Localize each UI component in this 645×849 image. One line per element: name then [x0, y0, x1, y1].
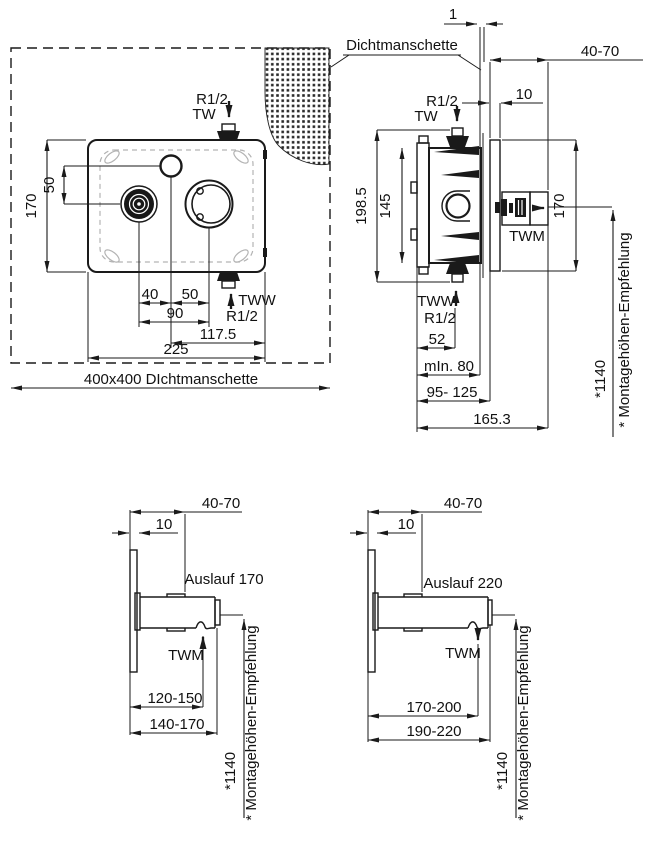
detail-auslauf-220 — [350, 495, 532, 821]
dim-90-label: 90 — [166, 305, 184, 322]
tw-fitting — [446, 136, 469, 147]
dim-50-label: 50 — [181, 286, 199, 303]
side-tab — [263, 150, 267, 159]
corner-slot — [103, 149, 121, 166]
dim-50-vertical-label: 50 — [41, 176, 58, 194]
dim-190-220-label: 190-220 — [406, 723, 462, 740]
corner-slot — [232, 149, 250, 166]
mounting-height-value: *1140 — [592, 359, 609, 399]
tww-fitting — [452, 274, 463, 282]
side-tab — [263, 248, 267, 257]
mounting-note: * Montagehöhen-Empfehlung — [243, 625, 260, 821]
dim-117-5-label: 117.5 — [199, 326, 237, 343]
twm-label: TWM — [168, 647, 204, 664]
tw-fitting — [222, 124, 235, 131]
detail-auslauf-170 — [112, 495, 264, 821]
tw-thread-label: R1/2 — [196, 91, 228, 108]
dim-95-125-label: 95- 125 — [426, 384, 478, 401]
dim-40-70-label: 40-70 — [580, 43, 620, 60]
tww-fitting — [446, 263, 469, 274]
dim-10-label: 10 — [515, 86, 533, 103]
sleeve-leader — [458, 55, 481, 70]
dim-min-80-label: mIn. 80 — [423, 358, 475, 375]
twm-label: TWM — [445, 645, 481, 662]
twm-outlet — [495, 192, 548, 225]
tww-fitting — [217, 272, 240, 281]
cartridge-opening — [186, 181, 233, 228]
dim-225-label: 225 — [163, 341, 189, 358]
mounting-note: * Montagehöhen-Empfehlung — [616, 232, 633, 428]
dim-165-3-label: 165.3 — [473, 411, 511, 428]
outlet-boss — [447, 195, 470, 218]
valve-body-side — [411, 133, 500, 278]
dim-140-170-label: 140-170 — [149, 716, 205, 733]
tww-fitting — [222, 281, 235, 288]
tww-thread-label: R1/2 — [226, 308, 258, 325]
mounting-height-value: *1140 — [494, 751, 511, 791]
side-view — [331, 6, 643, 437]
tw-label: TW — [414, 108, 438, 125]
tw-label: TW — [192, 106, 216, 123]
wall-section — [130, 550, 137, 672]
tw-fitting — [217, 131, 240, 140]
mounting-note: * Montagehöhen-Empfehlung — [515, 625, 532, 821]
spout-profile — [373, 593, 492, 631]
dim-52-label: 52 — [428, 331, 446, 348]
corner-slot — [232, 248, 250, 265]
tw-fitting — [452, 128, 463, 136]
dim-145-label: 145 — [377, 193, 394, 219]
spout-profile — [135, 593, 220, 631]
tww-label: TWW — [417, 293, 455, 310]
wall-section — [368, 550, 375, 672]
detail-title: Auslauf 170 — [184, 571, 264, 588]
sealing-sleeve-hatch — [265, 48, 329, 165]
dim-10-label: 10 — [397, 516, 415, 533]
tw-thread-label: R1/2 — [426, 93, 458, 110]
detail-title: Auslauf 220 — [423, 575, 503, 592]
dim-120-150-label: 120-150 — [147, 690, 203, 707]
dim-10-label: 10 — [155, 516, 173, 533]
sleeve-leader — [331, 55, 349, 67]
dim-40-70-label: 40-70 — [201, 495, 241, 512]
dim-40-70-label: 40-70 — [443, 495, 483, 512]
dim-1-label: 1 — [448, 6, 458, 23]
twm-label: TWM — [509, 228, 545, 245]
dim-170-side-label: 170 — [551, 193, 568, 219]
tww-thread-label: R1/2 — [424, 310, 456, 327]
dim-170-200-label: 170-200 — [406, 699, 462, 716]
tww-label: TWW — [238, 292, 276, 309]
dim-170-label: 170 — [23, 193, 40, 219]
dim-40-label: 40 — [141, 286, 159, 303]
pilot-port — [161, 156, 182, 177]
thermostat-knob — [121, 186, 157, 222]
dim-198-5-label: 198.5 — [353, 187, 370, 225]
sleeve-size-label: 400x400 DIchtmanschette — [83, 371, 259, 388]
front-view — [11, 48, 330, 388]
mounting-height-value: *1140 — [222, 751, 239, 791]
sleeve-callout-label: Dichtmanschette — [346, 37, 458, 54]
